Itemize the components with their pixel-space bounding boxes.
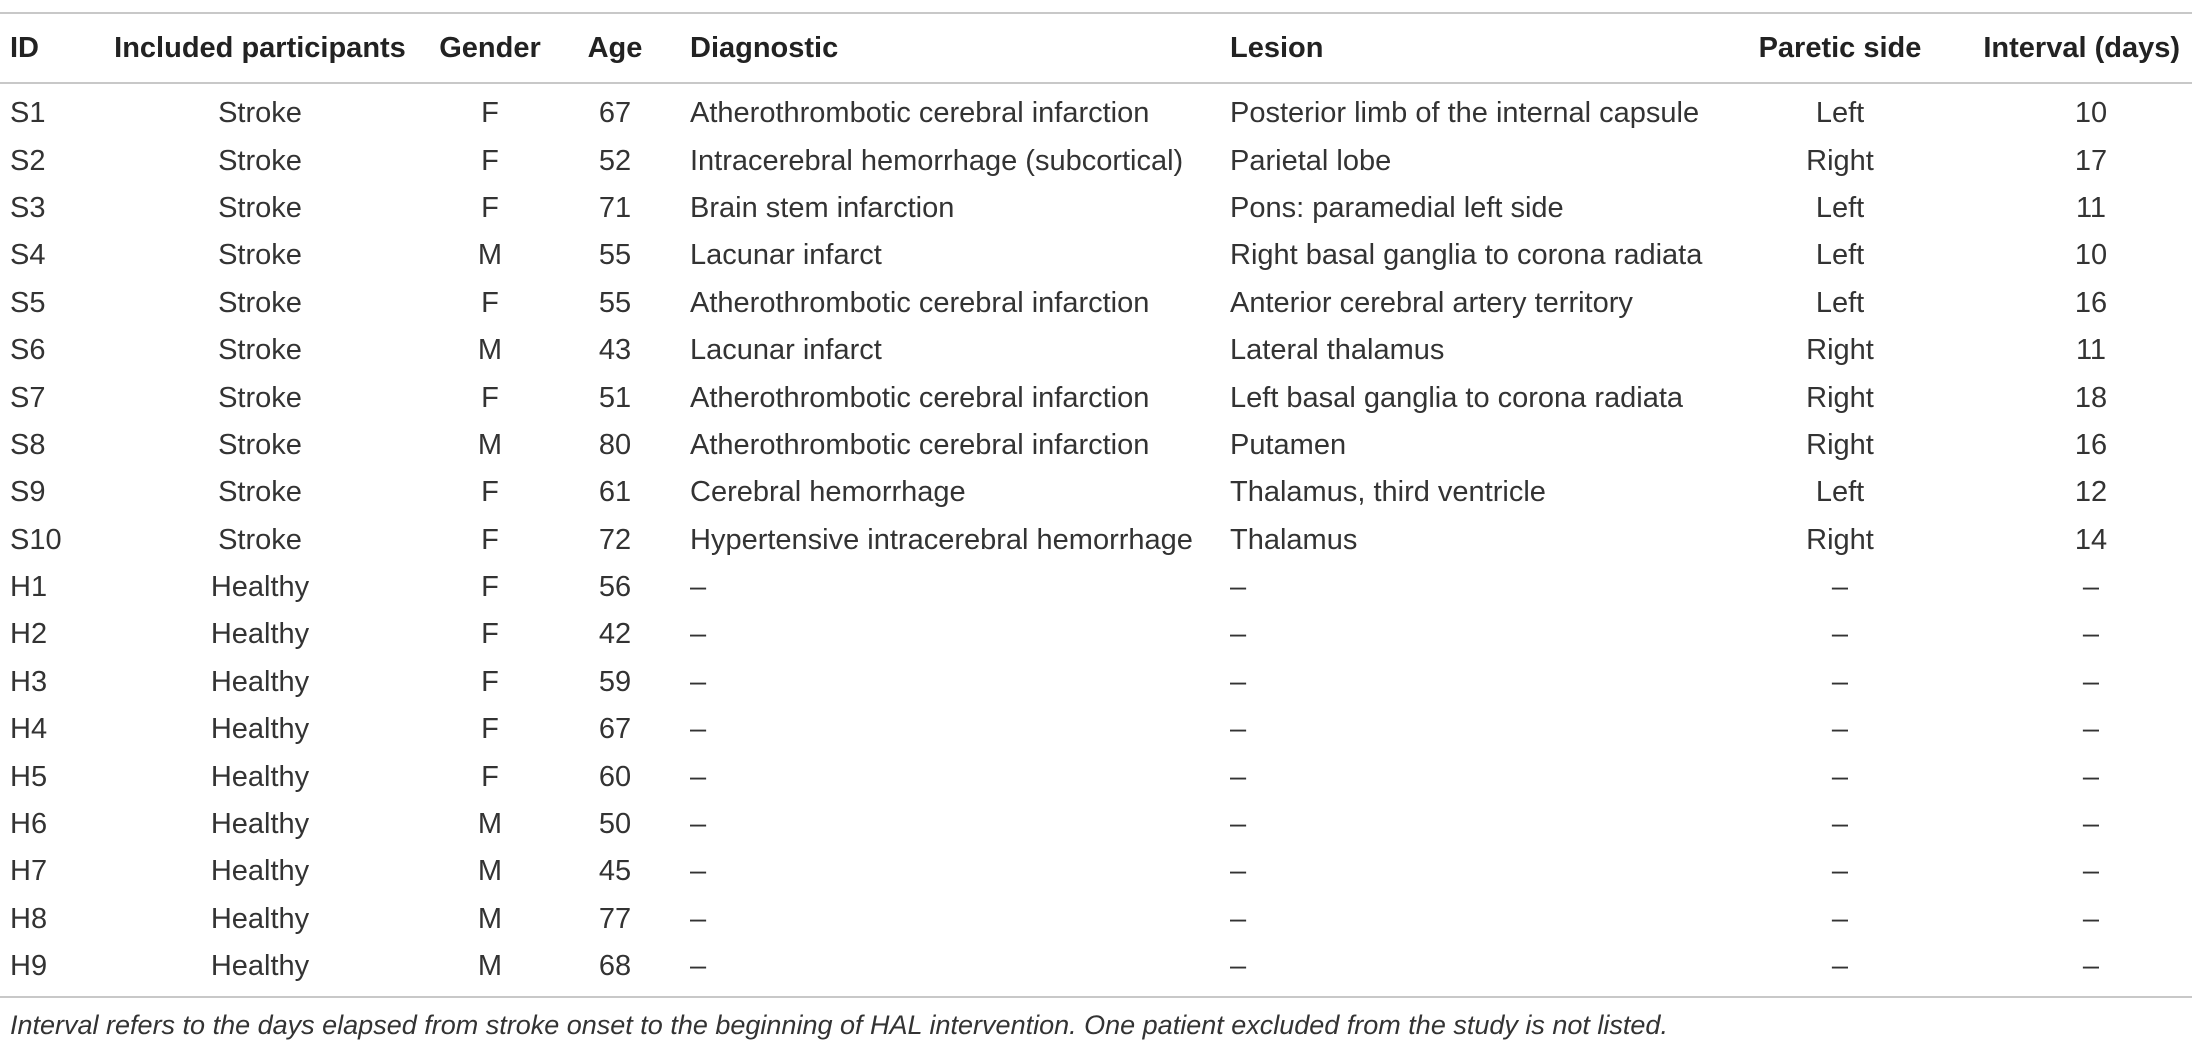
age-cell: 59 xyxy=(598,665,632,698)
included-cell: Healthy xyxy=(210,618,310,651)
included-cell: Healthy xyxy=(210,855,310,888)
header-gender: Gender xyxy=(439,31,541,64)
id-cell: H3 xyxy=(10,665,48,698)
paretic-side-cell: Right xyxy=(1806,381,1874,414)
age-cell: 61 xyxy=(598,476,632,509)
included-cell: Healthy xyxy=(210,665,310,698)
lesion-cell: – xyxy=(1230,808,1247,841)
paretic-side-cell: – xyxy=(1831,855,1849,888)
diagnostic-cell: – xyxy=(690,665,707,698)
paretic-side-cell: Left xyxy=(1815,476,1865,509)
table-row xyxy=(0,706,2192,753)
age-cell: 80 xyxy=(598,428,632,461)
gender-cell: F xyxy=(481,191,499,224)
id-cell: S5 xyxy=(10,286,46,319)
diagnostic-cell: Hypertensive intracerebral hemorrhage xyxy=(690,523,1193,556)
age-cell: 67 xyxy=(598,97,632,130)
id-cell: S9 xyxy=(10,476,46,509)
diagnostic-cell: Brain stem infarction xyxy=(690,191,955,224)
id-cell: S8 xyxy=(10,428,46,461)
table-row xyxy=(0,896,2192,943)
interval-cell: 16 xyxy=(2074,428,2108,461)
id-cell: H7 xyxy=(10,855,48,888)
interval-cell: 18 xyxy=(2074,381,2108,414)
table-row xyxy=(0,327,2192,374)
paretic-side-cell: – xyxy=(1831,808,1849,841)
lesion-cell: – xyxy=(1230,665,1247,698)
diagnostic-cell: – xyxy=(690,808,707,841)
gender-cell: M xyxy=(477,950,503,983)
included-cell: Healthy xyxy=(210,902,310,935)
included-cell: Stroke xyxy=(218,381,302,414)
paretic-side-cell: – xyxy=(1831,618,1849,651)
interval-cell: – xyxy=(2082,855,2100,888)
gender-cell: F xyxy=(481,618,499,651)
included-cell: Healthy xyxy=(210,571,310,604)
paretic-side-cell: Right xyxy=(1806,144,1874,177)
included-cell: Stroke xyxy=(218,239,302,272)
age-cell: 55 xyxy=(598,286,632,319)
interval-cell: 10 xyxy=(2074,97,2108,130)
paretic-side-cell: Left xyxy=(1815,286,1865,319)
diagnostic-cell: Atherothrombotic cerebral infarction xyxy=(690,286,1150,319)
table-row xyxy=(0,83,2192,137)
interval-cell: 11 xyxy=(2075,334,2107,367)
id-cell: H6 xyxy=(10,808,48,841)
age-cell: 72 xyxy=(598,523,632,556)
gender-cell: F xyxy=(481,144,499,177)
table-body xyxy=(0,83,2192,997)
paretic-side-cell: Right xyxy=(1806,428,1874,461)
included-cell: Stroke xyxy=(218,428,302,461)
gender-cell: M xyxy=(477,334,503,367)
paretic-side-cell: Right xyxy=(1806,523,1874,556)
lesion-cell: Pons: paramedial left side xyxy=(1230,191,1564,224)
interval-cell: – xyxy=(2082,571,2100,604)
id-cell: S1 xyxy=(10,97,46,130)
header-lesion: Lesion xyxy=(1230,31,1324,64)
interval-cell: – xyxy=(2082,902,2100,935)
included-cell: Stroke xyxy=(218,97,302,130)
table-row xyxy=(0,753,2192,800)
included-cell: Stroke xyxy=(218,334,302,367)
header-row xyxy=(0,13,2192,83)
participants-table xyxy=(0,12,2192,998)
gender-cell: F xyxy=(481,760,499,793)
diagnostic-cell: Atherothrombotic cerebral infarction xyxy=(690,97,1150,130)
age-cell: 77 xyxy=(598,902,632,935)
gender-cell: F xyxy=(481,713,499,746)
lesion-cell: – xyxy=(1230,760,1247,793)
gender-cell: M xyxy=(477,855,503,888)
table-row xyxy=(0,185,2192,232)
age-cell: 67 xyxy=(598,713,632,746)
table-row xyxy=(0,517,2192,564)
included-cell: Healthy xyxy=(210,760,310,793)
lesion-cell: – xyxy=(1230,950,1247,983)
diagnostic-cell: – xyxy=(690,760,707,793)
id-cell: S4 xyxy=(10,239,46,272)
gender-cell: M xyxy=(477,239,503,272)
id-cell: H1 xyxy=(10,571,48,604)
interval-cell: – xyxy=(2082,950,2100,983)
table-row xyxy=(0,232,2192,279)
id-cell: H9 xyxy=(10,950,48,983)
gender-cell: M xyxy=(477,808,503,841)
table-row xyxy=(0,943,2192,997)
header-paretic-side: Paretic side xyxy=(1758,31,1922,64)
gender-cell: F xyxy=(481,97,499,130)
gender-cell: F xyxy=(481,665,499,698)
age-cell: 50 xyxy=(598,808,632,841)
included-cell: Healthy xyxy=(210,713,310,746)
id-cell: S3 xyxy=(10,191,46,224)
lesion-cell: – xyxy=(1230,571,1247,604)
table-row xyxy=(0,801,2192,848)
id-cell: H4 xyxy=(10,713,48,746)
diagnostic-cell: Intracerebral hemorrhage (subcortical) xyxy=(690,144,1184,177)
header-id: ID xyxy=(10,31,39,64)
gender-cell: M xyxy=(477,428,503,461)
diagnostic-cell: Lacunar infarct xyxy=(690,239,882,272)
lesion-cell: Posterior limb of the internal capsule xyxy=(1230,97,1700,130)
id-cell: H5 xyxy=(10,760,48,793)
age-cell: 71 xyxy=(598,191,632,224)
paretic-side-cell: – xyxy=(1831,760,1849,793)
header-age: Age xyxy=(587,31,643,64)
age-cell: 68 xyxy=(598,950,632,983)
paretic-side-cell: Left xyxy=(1815,97,1865,130)
included-cell: Healthy xyxy=(210,808,310,841)
table-row xyxy=(0,659,2192,706)
table-row xyxy=(0,137,2192,184)
age-cell: 52 xyxy=(598,144,632,177)
paretic-side-cell: – xyxy=(1831,950,1849,983)
table-row xyxy=(0,469,2192,516)
id-cell: S6 xyxy=(10,334,46,367)
id-cell: S7 xyxy=(10,381,46,414)
gender-cell: M xyxy=(477,902,503,935)
paretic-side-cell: Left xyxy=(1815,191,1865,224)
age-cell: 43 xyxy=(598,334,632,367)
included-cell: Healthy xyxy=(210,950,310,983)
table-header xyxy=(0,13,2192,83)
interval-cell: 17 xyxy=(2074,144,2108,177)
interval-cell: – xyxy=(2082,713,2100,746)
gender-cell: F xyxy=(481,523,499,556)
table-footnote: Interval refers to the days elapsed from stroke onset to the beginning of HAL intervention. One patient excluded from the study is not listed. xyxy=(10,1010,1668,1041)
interval-cell: 14 xyxy=(2074,523,2108,556)
lesion-cell: Anterior cerebral artery territory xyxy=(1230,286,1633,319)
interval-cell: – xyxy=(2082,665,2100,698)
lesion-cell: Right basal ganglia to corona radiata xyxy=(1230,239,1703,272)
age-cell: 56 xyxy=(598,571,632,604)
table-row xyxy=(0,611,2192,658)
id-cell: H2 xyxy=(10,618,48,651)
paretic-side-cell: Right xyxy=(1806,334,1874,367)
diagnostic-cell: Atherothrombotic cerebral infarction xyxy=(690,428,1150,461)
interval-cell: 16 xyxy=(2074,286,2108,319)
id-cell: S2 xyxy=(10,144,46,177)
age-cell: 45 xyxy=(598,855,632,888)
table-row xyxy=(0,422,2192,469)
lesion-cell: – xyxy=(1230,618,1247,651)
lesion-cell: Putamen xyxy=(1230,428,1347,461)
interval-cell: 11 xyxy=(2075,191,2107,224)
diagnostic-cell: – xyxy=(690,618,707,651)
gender-cell: F xyxy=(481,476,499,509)
header-diagnostic: Diagnostic xyxy=(690,31,839,64)
diagnostic-cell: – xyxy=(690,713,707,746)
interval-cell: 12 xyxy=(2074,476,2108,509)
diagnostic-cell: Cerebral hemorrhage xyxy=(690,476,966,509)
age-cell: 42 xyxy=(598,618,632,651)
diagnostic-cell: Atherothrombotic cerebral infarction xyxy=(690,381,1150,414)
included-cell: Stroke xyxy=(218,191,302,224)
paretic-side-cell: – xyxy=(1831,665,1849,698)
interval-cell: – xyxy=(2082,618,2100,651)
gender-cell: F xyxy=(481,286,499,319)
header-included-participants: Included participants xyxy=(114,31,406,64)
id-cell: H8 xyxy=(10,902,48,935)
gender-cell: F xyxy=(481,381,499,414)
table-row xyxy=(0,564,2192,611)
header-interval-days: Interval (days) xyxy=(1983,31,2180,64)
age-cell: 51 xyxy=(598,381,632,414)
lesion-cell: – xyxy=(1230,855,1247,888)
lesion-cell: Left basal ganglia to corona radiata xyxy=(1230,381,1684,414)
diagnostic-cell: – xyxy=(690,902,707,935)
lesion-cell: – xyxy=(1230,713,1247,746)
table-row xyxy=(0,280,2192,327)
diagnostic-cell: – xyxy=(690,855,707,888)
paretic-side-cell: – xyxy=(1831,902,1849,935)
paretic-side-cell: – xyxy=(1831,713,1849,746)
lesion-cell: Parietal lobe xyxy=(1230,144,1392,177)
diagnostic-cell: Lacunar infarct xyxy=(690,334,882,367)
included-cell: Stroke xyxy=(218,523,302,556)
diagnostic-cell: – xyxy=(690,571,707,604)
age-cell: 60 xyxy=(598,760,632,793)
lesion-cell: – xyxy=(1230,902,1247,935)
lesion-cell: Thalamus xyxy=(1230,523,1358,556)
interval-cell: 10 xyxy=(2074,239,2108,272)
lesion-cell: Lateral thalamus xyxy=(1230,334,1445,367)
diagnostic-cell: – xyxy=(690,950,707,983)
table-row xyxy=(0,374,2192,421)
table-row xyxy=(0,848,2192,895)
interval-cell: – xyxy=(2082,760,2100,793)
gender-cell: F xyxy=(481,571,499,604)
included-cell: Stroke xyxy=(218,476,302,509)
age-cell: 55 xyxy=(598,239,632,272)
included-cell: Stroke xyxy=(218,286,302,319)
lesion-cell: Thalamus, third ventricle xyxy=(1230,476,1546,509)
paretic-side-cell: Left xyxy=(1815,239,1865,272)
included-cell: Stroke xyxy=(218,144,302,177)
interval-cell: – xyxy=(2082,808,2100,841)
id-cell: S10 xyxy=(10,523,62,556)
paretic-side-cell: – xyxy=(1831,571,1849,604)
